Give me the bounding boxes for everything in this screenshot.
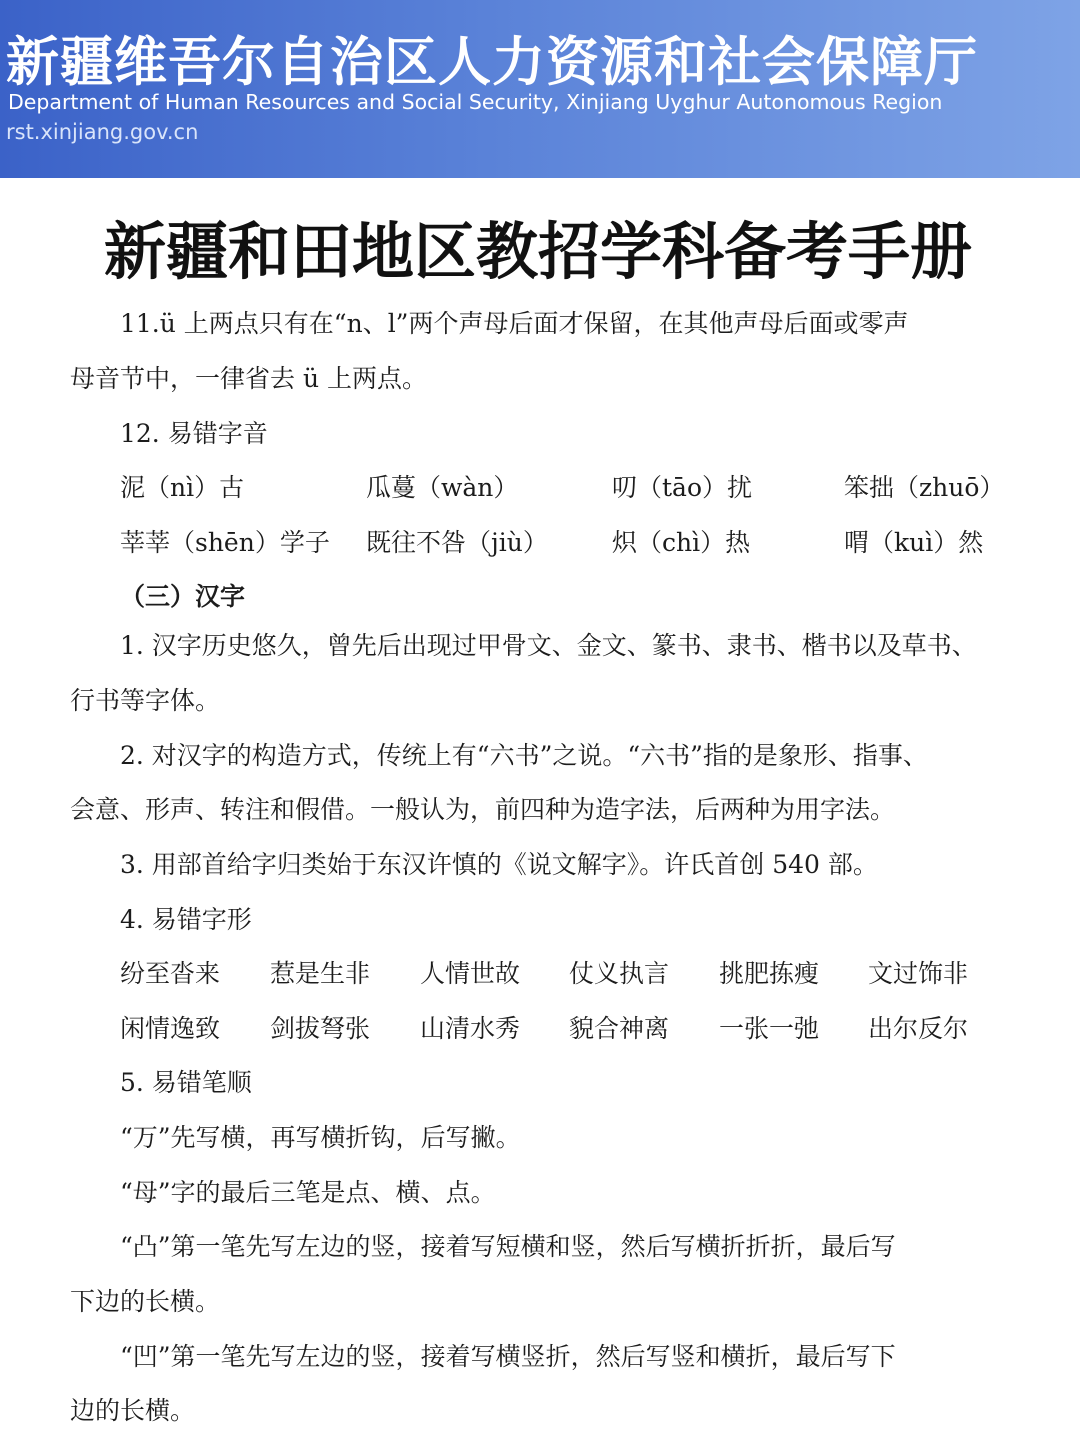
glyph-item: 人情世故 [420, 959, 521, 988]
pronunciation-item: 叨（tāo）扰 [612, 473, 753, 502]
pronunciation-item: 喟（kuì）然 [844, 528, 984, 557]
glyph-item: 闲情逸致 [120, 1014, 221, 1043]
header-banner [0, 0, 1080, 178]
glyph-item: 出尔反尔 [868, 1014, 969, 1043]
paragraph-line: 3. 用部首给字归类始于东汉许慎的《说文解字》。许氏首创 540 部。 [120, 850, 878, 879]
pronunciation-item: 瓜蔓（wàn） [366, 473, 519, 502]
subheading: 12. 易错字音 [120, 419, 268, 448]
pronunciation-item: 既往不咎（jiù） [366, 528, 548, 557]
pronunciation-item: 莘莘（shēn）学子 [120, 528, 330, 557]
site-url[interactable]: rst.xinjiang.gov.cn [6, 120, 199, 144]
glyph-item: 一张一弛 [719, 1014, 820, 1043]
glyph-item: 剑拔弩张 [270, 1014, 371, 1043]
paragraph-line: 1. 汉字历史悠久，曾先后出现过甲骨文、金文、篆书、隶书、楷书以及草书、 [120, 631, 977, 660]
section-heading: （三）汉字 [120, 582, 246, 611]
subheading: 4. 易错字形 [120, 905, 252, 934]
subheading: 5. 易错笔顺 [120, 1068, 252, 1097]
glyph-item: 仗义执言 [569, 959, 670, 988]
glyph-item: 挑肥拣瘦 [719, 959, 820, 988]
org-name-cn: 新疆维吾尔自治区人力资源和社会保障厅 [6, 32, 978, 93]
pronunciation-item: 笨拙（zhuō） [844, 473, 1005, 502]
paragraph-line: 行书等字体。 [70, 686, 221, 715]
paragraph-line: “凸”第一笔先写左边的竖，接着写短横和竖，然后写横折折折，最后写 [120, 1232, 896, 1261]
org-name-en: Department of Human Resources and Social Security, Xinjiang Uyghur Autonomous Region [8, 90, 943, 114]
paragraph-line: 会意、形声、转注和假借。一般认为，前四种为造字法，后两种为用字法。 [70, 795, 896, 824]
paragraph-line: 2. 对汉字的构造方式，传统上有“六书”之说。“六书”指的是象形、指事、 [120, 741, 928, 770]
paragraph-line: 下边的长横。 [70, 1287, 221, 1316]
page-title: 新疆和田地区教招学科备考手册 [104, 215, 973, 288]
pronunciation-item: 泥（nì）古 [120, 473, 245, 502]
paragraph-line: “母”字的最后三笔是点、横、点。 [120, 1178, 496, 1207]
glyph-item: 惹是生非 [270, 959, 371, 988]
paragraph-line: 11.ü 上两点只有在“n、l”两个声母后面才保留，在其他声母后面或零声 [120, 309, 909, 338]
paragraph-line: 边的长横。 [70, 1396, 196, 1425]
glyph-item: 文过饰非 [868, 959, 969, 988]
pronunciation-item: 炽（chì）热 [612, 528, 751, 557]
glyph-item: 貌合神离 [569, 1014, 670, 1043]
paragraph-line: 母音节中，一律省去 ü 上两点。 [70, 364, 427, 393]
paragraph-line: “凹”第一笔先写左边的竖，接着写横竖折，然后写竖和横折，最后写下 [120, 1342, 896, 1371]
paragraph-line: “万”先写横，再写横折钩，后写撇。 [120, 1123, 521, 1152]
glyph-item: 山清水秀 [420, 1014, 521, 1043]
glyph-item: 纷至沓来 [120, 959, 221, 988]
